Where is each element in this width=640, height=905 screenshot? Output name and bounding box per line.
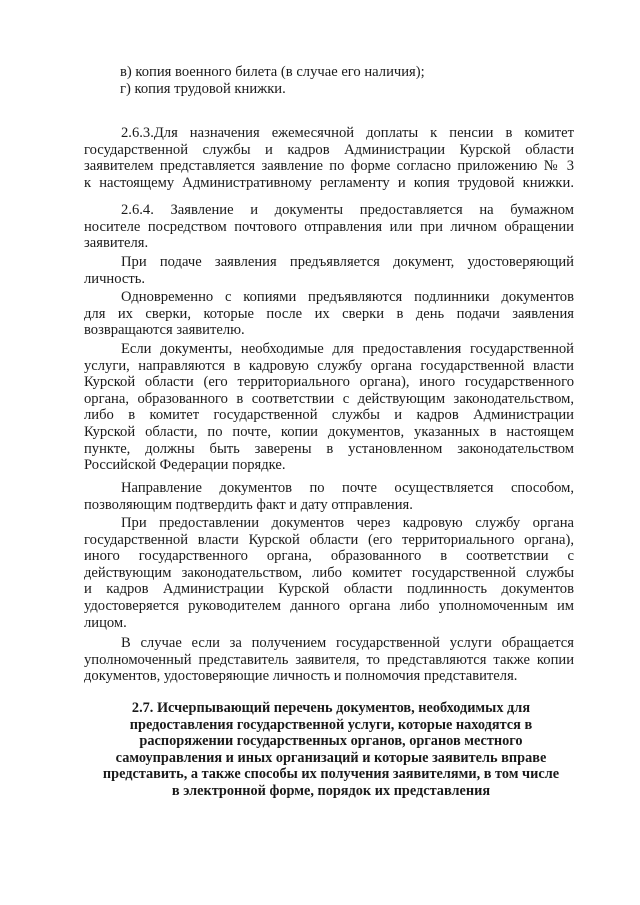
text-line: удостоверяется руководителем данного органа либо уполномоченным им xyxy=(84,597,574,614)
text-line: уполномоченный представитель заявителя, то представляются также копии xyxy=(84,651,574,668)
text-line: возвращаются заявителю. xyxy=(84,322,245,339)
text-line: Направление документов по почте осуществляется способом, xyxy=(121,480,574,496)
text-line: заявителем представляется заявление по форме согласно приложению № 3 xyxy=(84,158,574,175)
text-line: для их сверки, которые после их сверки в день подачи заявления xyxy=(84,305,574,322)
list-item: в) копия военного билета (в случае его наличия); xyxy=(120,64,425,80)
text-line: к настоящему Административному регламенту и копия трудовой книжки. xyxy=(84,174,574,191)
paragraph-originals xyxy=(84,289,574,339)
text-line: государственной власти Курской области (его территориального органа), xyxy=(84,531,574,548)
text-line: Курской области (его территориального органа), иного государственного xyxy=(84,374,574,391)
text-line: 2.6.3.Для назначения ежемесячной доплаты к пенсии в комитет xyxy=(121,125,574,141)
text-line: Российской Федерации порядке. xyxy=(84,457,286,474)
heading-line: распоряжении государственных органов, органов местного xyxy=(139,733,523,750)
paragraph-representative xyxy=(84,635,574,685)
heading-line: самоуправления и иных организаций и которые заявитель вправе xyxy=(115,749,547,766)
text-line: 2.6.4. Заявление и документы предоставляется на бумажном xyxy=(121,202,574,218)
text-line: услуги, направляются в кадровую службу органа государственной власти xyxy=(84,357,574,374)
list-item: г) копия трудовой книжки. xyxy=(120,80,286,97)
heading-line: 2.7. Исчерпывающий перечень документов, необходимых для xyxy=(131,700,531,716)
text-line: государственной службы и кадров Администрации Курской области xyxy=(84,141,574,158)
text-line: либо в комитет государственной службы и кадров Администрации xyxy=(84,407,574,424)
text-line: личность. xyxy=(84,270,146,287)
text-line: заявителя. xyxy=(84,235,149,252)
paragraph-personnel xyxy=(84,515,574,631)
heading-line: предоставления государственной услуги, которые находятся в xyxy=(129,716,533,733)
text-line: документов, удостоверяющие личность и полномочия представителя. xyxy=(84,668,518,685)
text-line: пункте, должны быть заверены в установленном законодательством xyxy=(84,440,574,457)
text-line: Курской области, по почте, копии документов, указанных в настоящем xyxy=(84,423,574,440)
text-line: При предоставлении документов через кадровую службу органа xyxy=(121,515,574,531)
text-line: действующим законодательством, либо комитет государственной службы xyxy=(84,564,574,581)
text-line: и кадров Администрации Курской области подлинность документов xyxy=(84,581,574,598)
text-line: Одновременно с копиями предъявляются подлинники документов xyxy=(121,289,574,305)
text-line: Если документы, необходимые для предоставления государственной xyxy=(121,341,574,357)
paragraph-mailing xyxy=(84,341,574,474)
text-line: При подаче заявления предъявляется документ, удостоверяющий xyxy=(121,254,574,270)
text-line: носителе посредством почтового отправления или при личном обращении xyxy=(84,218,574,235)
text-line: позволяющим подтвердить факт и дату отправления. xyxy=(84,496,413,513)
paragraph-post xyxy=(84,480,574,513)
text-line: лицом. xyxy=(84,614,127,631)
list-block xyxy=(120,64,540,97)
paragraph-identity xyxy=(84,254,574,287)
text-line: иного государственного органа, образованного в соответствии с xyxy=(84,548,574,565)
section-heading-2-7 xyxy=(96,700,566,800)
paragraph-2-6-3 xyxy=(84,125,574,191)
text-line: В случае если за получением государственной услуги обращается xyxy=(121,635,574,651)
heading-line: представить, а также способы их получения заявителями, в том числе xyxy=(102,766,560,783)
paragraph-2-6-4 xyxy=(84,202,574,252)
heading-line: в электронной форме, порядок их представления xyxy=(171,782,491,799)
text-line: органа, образованного в соответствии с действующим законодательством, xyxy=(84,390,574,407)
